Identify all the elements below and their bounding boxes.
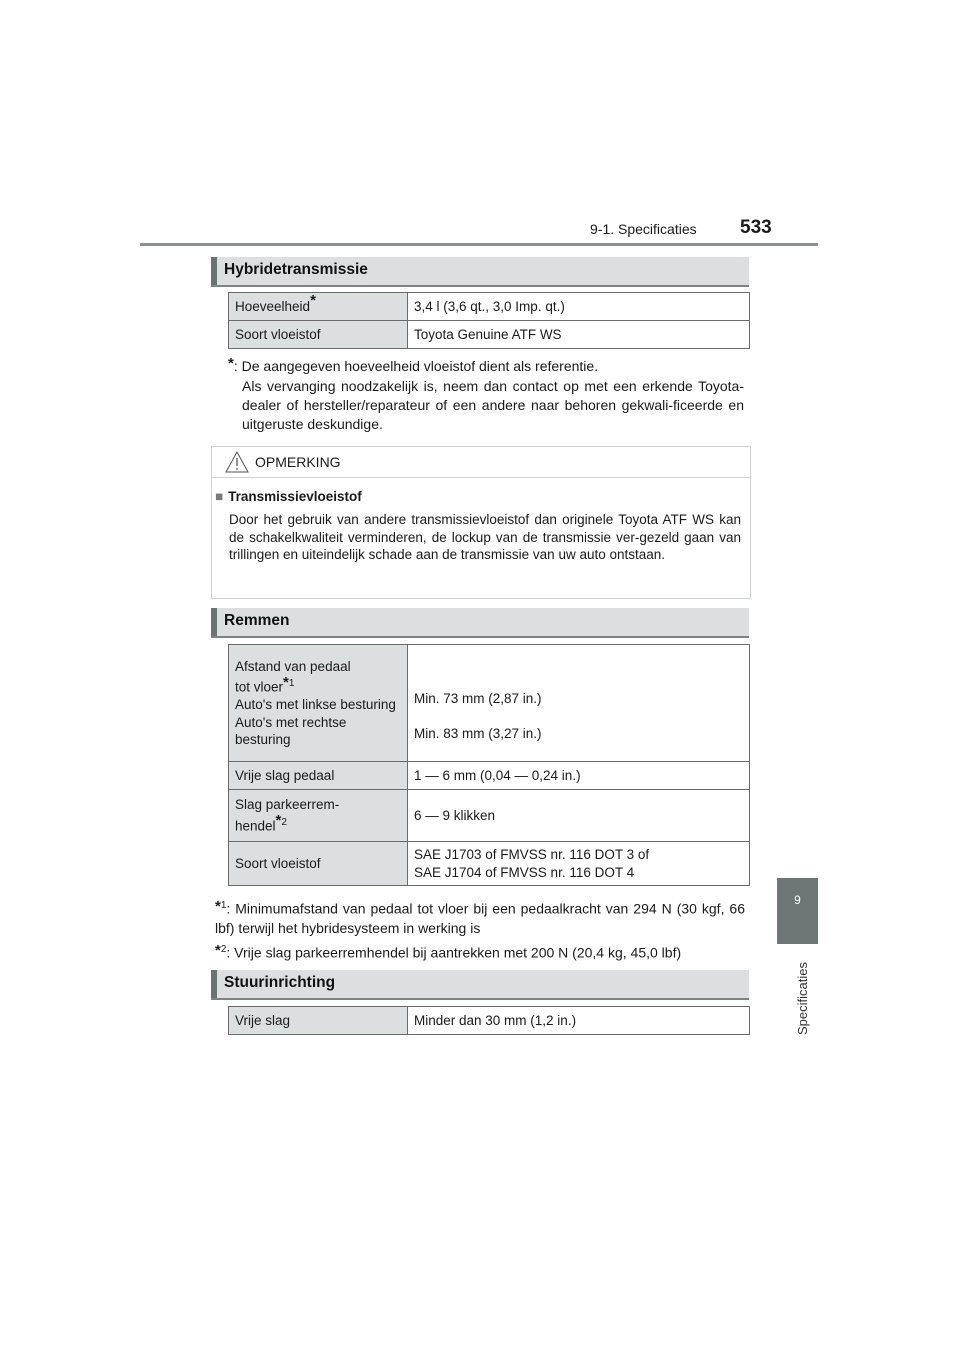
table-key: Afstand van pedaal tot vloer*$^1$ Auto's met linkse besturing Auto's met rechtse besturing [229,645,408,762]
footnote-brakes-1: *$^1$: Minimumafstand van pedaal tot vloer bij een pedaalkracht van 294 N (30 kgf, 66 lbf) terwijl het hybridesysteem in werking is [215,897,745,936]
table-value: 1 — 6 mm (0,04 — 0,24 in.) [408,762,750,790]
steering-spec-table [228,1006,750,1035]
section-title: 9-1. Specificaties [590,221,697,237]
section-heading-text: Remmen [224,612,290,629]
notice-body: Door het gebruik van andere transmissievloeistof dan originele Toyota ATF WS kan de schakelkwaliteit verminderen, de lockup van de transmissie ver-gezeld gaan van trillingen en uiteindelijk schade aan de transmissie van uw auto ontstaan. [229,512,741,562]
table-row [229,645,750,762]
brakes-spec-table [228,644,750,886]
table-value: 3,4 l (3,6 qt., 3,0 Imp. qt.) [408,293,750,321]
table-value: SAE J1703 of FMVSS nr. 116 DOT 3 of SAE J1704 of FMVSS nr. 116 DOT 4 [408,842,750,886]
footnote-brakes-2: *$^2$: Vrije slag parkeerremhendel bij aantrekken met 200 N (20,4 kg, 45,0 lbf) [215,941,682,961]
table-key: Vrije slag [229,1007,408,1035]
section-heading-steering [211,970,749,1000]
notice-box [211,446,751,599]
table-row [229,293,750,321]
section-heading-brakes [211,608,749,638]
notice-header [212,447,750,478]
table-row [229,842,750,886]
table-key: Vrije slag pedaal [229,762,408,790]
table-key: Hoeveelheid* [229,293,408,321]
section-heading-hybrid [211,257,749,287]
table-key: Soort vloeistof [229,321,408,349]
hybrid-spec-table [228,292,750,349]
notice-title: OPMERKING [255,454,341,470]
section-heading-text: Hybridetransmissie [224,261,368,278]
footnote-hybrid: *: De aangegeven hoeveelheid vloeistof dient als referentie. Als vervanging noodzakelijk is, neem dan contact op met een erkende Toyota-dealer of hersteller/reparateur of een andere naar behoren gekwali-ficeerde en uitgeruste deskundige. [228,355,744,432]
chapter-label: Specificaties [795,962,810,1035]
table-key: Slag parkeerrem- hendel*$^2$ [229,790,408,842]
page-number: 533 [740,217,772,238]
footnote-marker: * [310,292,316,309]
chapter-label-container [787,940,811,1040]
footnote-body: Als vervanging noodzakelijk is, neem dan contact op met een erkende Toyota-dealer of hersteller/reparateur of een andere naar behoren gekwali-ficeerde en uitgeruste deskundige. [242,378,744,432]
square-bullet-icon: ■ [215,489,224,504]
section-heading-text: Stuurinrichting [224,974,336,991]
table-value: Toyota Genuine ATF WS [408,321,750,349]
table-key: Soort vloeistof [229,842,408,886]
notice-subtitle: ■ Transmissievloeistof [215,489,362,504]
chapter-tab [777,878,818,944]
table-value: 6 — 9 klikken [408,790,750,842]
table-value: Min. 73 mm (2,87 in.) Min. 83 mm (3,27 in.) [408,645,750,762]
warning-icon [225,451,249,473]
table-row [229,790,750,842]
table-row [229,1007,750,1035]
table-row [229,762,750,790]
table-value: Minder dan 30 mm (1,2 in.) [408,1007,750,1035]
table-row [229,321,750,349]
footnote-marker: * [228,355,234,372]
header-rule [140,243,818,246]
chapter-number: 9 [794,893,801,907]
